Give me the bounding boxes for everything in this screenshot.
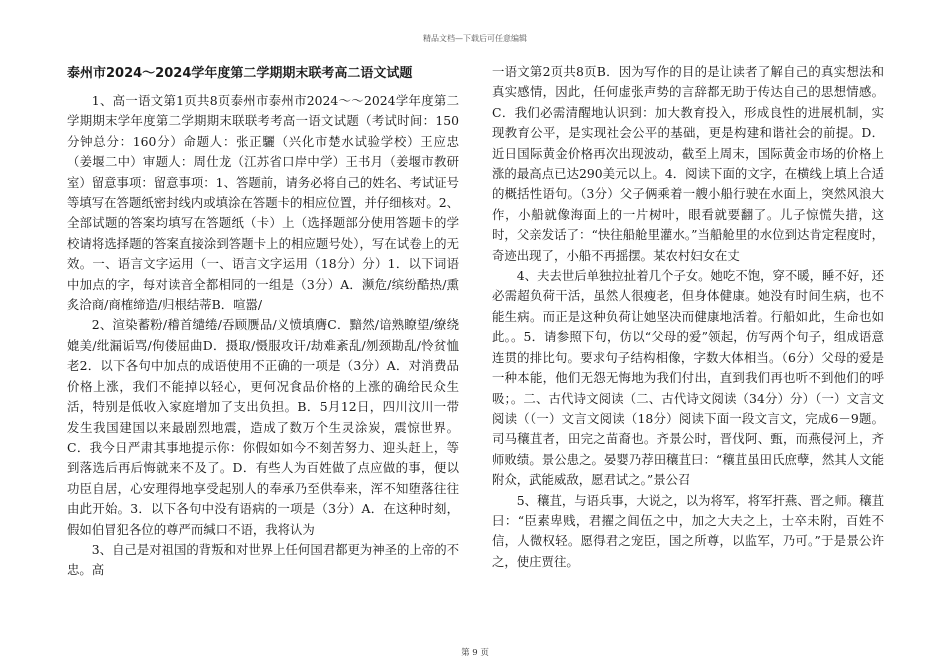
document-header-note: 精品文档—下载后可任意编辑 [423,34,527,43]
paragraph-3-continued: 一语文第2页共8页B．因为写作的目的是让读者了解自己的真实想法和真实感情，因此，任何虚张声势的言辞都无助于传达自己的思想情感。C．我们必需清醒地认识到：加大教育投入，形成良性的进展机制，实现教育公平，是实现社会公平的基础，更是构建和谐社会的前提。D．近日国际黄金价格再次出现波动，截至上周末，国际黄金市场的价格上涨的最高点已达290美元以上。4．阅读下面的文字，在横线上填上合适的概括性语句。（3分）父子俩乘着一艘小船行驶在水面上，突然风浪大作，小船就像海面上的一片树叶，眼看就要翻了。儿子惊慌失措，这时，父亲发话了：“快往船舱里灌水。”当船舱里的水位到达肯定程度时，奇迹出现了，小船不再摇摆。某农村妇女在丈 [492,64,884,263]
page-number: 第 9 页 [461,648,489,658]
paragraph-4: 4、夫去世后单独拉扯着几个子女。她吃不饱，穿不暖，睡不好，还必需超负荷干活，虽然人很瘦老，但身体健康。她没有时间生病，也不能生病。而正是这种负荷让她坚决而健康地活着。行船如此，生命也如此。。5．请参照下句，仿以“父母的爱”领起，仿写两个句子，组成语意连贯的排比句。要求句子结构相像，字数大体相当。（6分）父母的爱是一种本能，他们无怨无悔地为我们付出，直到我们再也听不到他们的呼吸；。二、古代诗文阅读（二、古代诗文阅读（34分）分）（一）文言文阅读（（一）文言文阅读（18分）阅读下面一段文言文，完成6－9题。司马穰苴者，田完之苗裔也。齐景公时，晋伐阿、甄，而燕侵河上，齐师败绩。景公患之。晏婴乃荐田穰苴曰：“穰苴虽田氏庶孽，然其人文能附众，武能威敌，愿君试之。”景公召 [492,268,885,488]
left-column [67,62,459,581]
paragraph-5: 5、穰苴，与语兵事，大说之，以为将军，将军扞燕、晋之师。穰苴曰：“臣素卑贱，君擢之闾伍之中，加之大夫之上，士卒未附，百姓不信，人微权轻。愿得君之宠臣，国之所尊，以监军，乃可。”于是景公许之，使庄贾往。 [492,492,885,569]
document-title: 泰州市2024～2024学年度第二学期期末联考高二语文试题 [67,66,413,81]
paragraph-3: 3、自己是对祖国的背叛和对世界上任何国君都更为神圣的上帝的不忠。高 [67,541,460,578]
right-column [492,62,884,572]
paragraph-1: 1、高一语文第1页共8页泰州市泰州市2024～～2024学年度第二学期期末学年度第二学期期末联联考考高一语文试题（考试时间：150分钟总分：160分）命题人：张正驪（兴化市楚水试验学校）王应忠（姜堰二中）审题人：周仕龙（江苏省口岸中学）王书月（姜堰市教研室）留意事项：留意事项：1、答题前，请务必将自己的姓名、考试证号等填写在答题纸密封线内或填涂在答题卡的相应位置，并仔细核对。2、全部试题的答案均填写在答题纸（卡）上（选择题部分使用答题卡的学校请将选择题的答案直接涂到答题卡上的相应题号处），写在试卷上的无效。一、语言文字运用（一、语言文字运用（18分）分）1．以下词语中加点的字，每对读音全都相同的一组是（3分）A．濒危/缤纷酷热/熏炙洽商/商榷缔造/归根结蒂B．喧嚣/ [67,93,459,313]
paragraph-2: 2、渲染蓄粉/稽首缱绻/吞顾赝品/义愤填膺C．黯然/谙熟瞭望/缭绕媲美/纰漏诟骂/佝偻屈曲D．摄取/慑服攻讦/劫难紊乱/刎颈勘乱/怜贫恤老2．以下各句中加点的成语使用不正确的一项是（3分）A．对消费品价格上涨，我们不能掉以轻心，更何况食品价格的上涨的确给民众生活，特别是低收入家庭增加了支出负担。B．5月12日，四川汶川一带发生我国建国以来最剧烈地震，造成了数万个生灵涂炭，震惊世界。C．我今日严肃其事地提示你：你假如如今不刻苦努力、迎头赶上，等到落选后再后悔就来不及了。D．有些人为百姓做了点应做的事，便以功臣自居，心安理得地享受起别人的奉承乃至供奉来，浑不知堕落往往由此开始。3．以下各句中没有语病的一项是（3分）A．在这种时刻，假如伯冒犯各位的尊严而缄口不语，我将认为 [67,317,459,537]
